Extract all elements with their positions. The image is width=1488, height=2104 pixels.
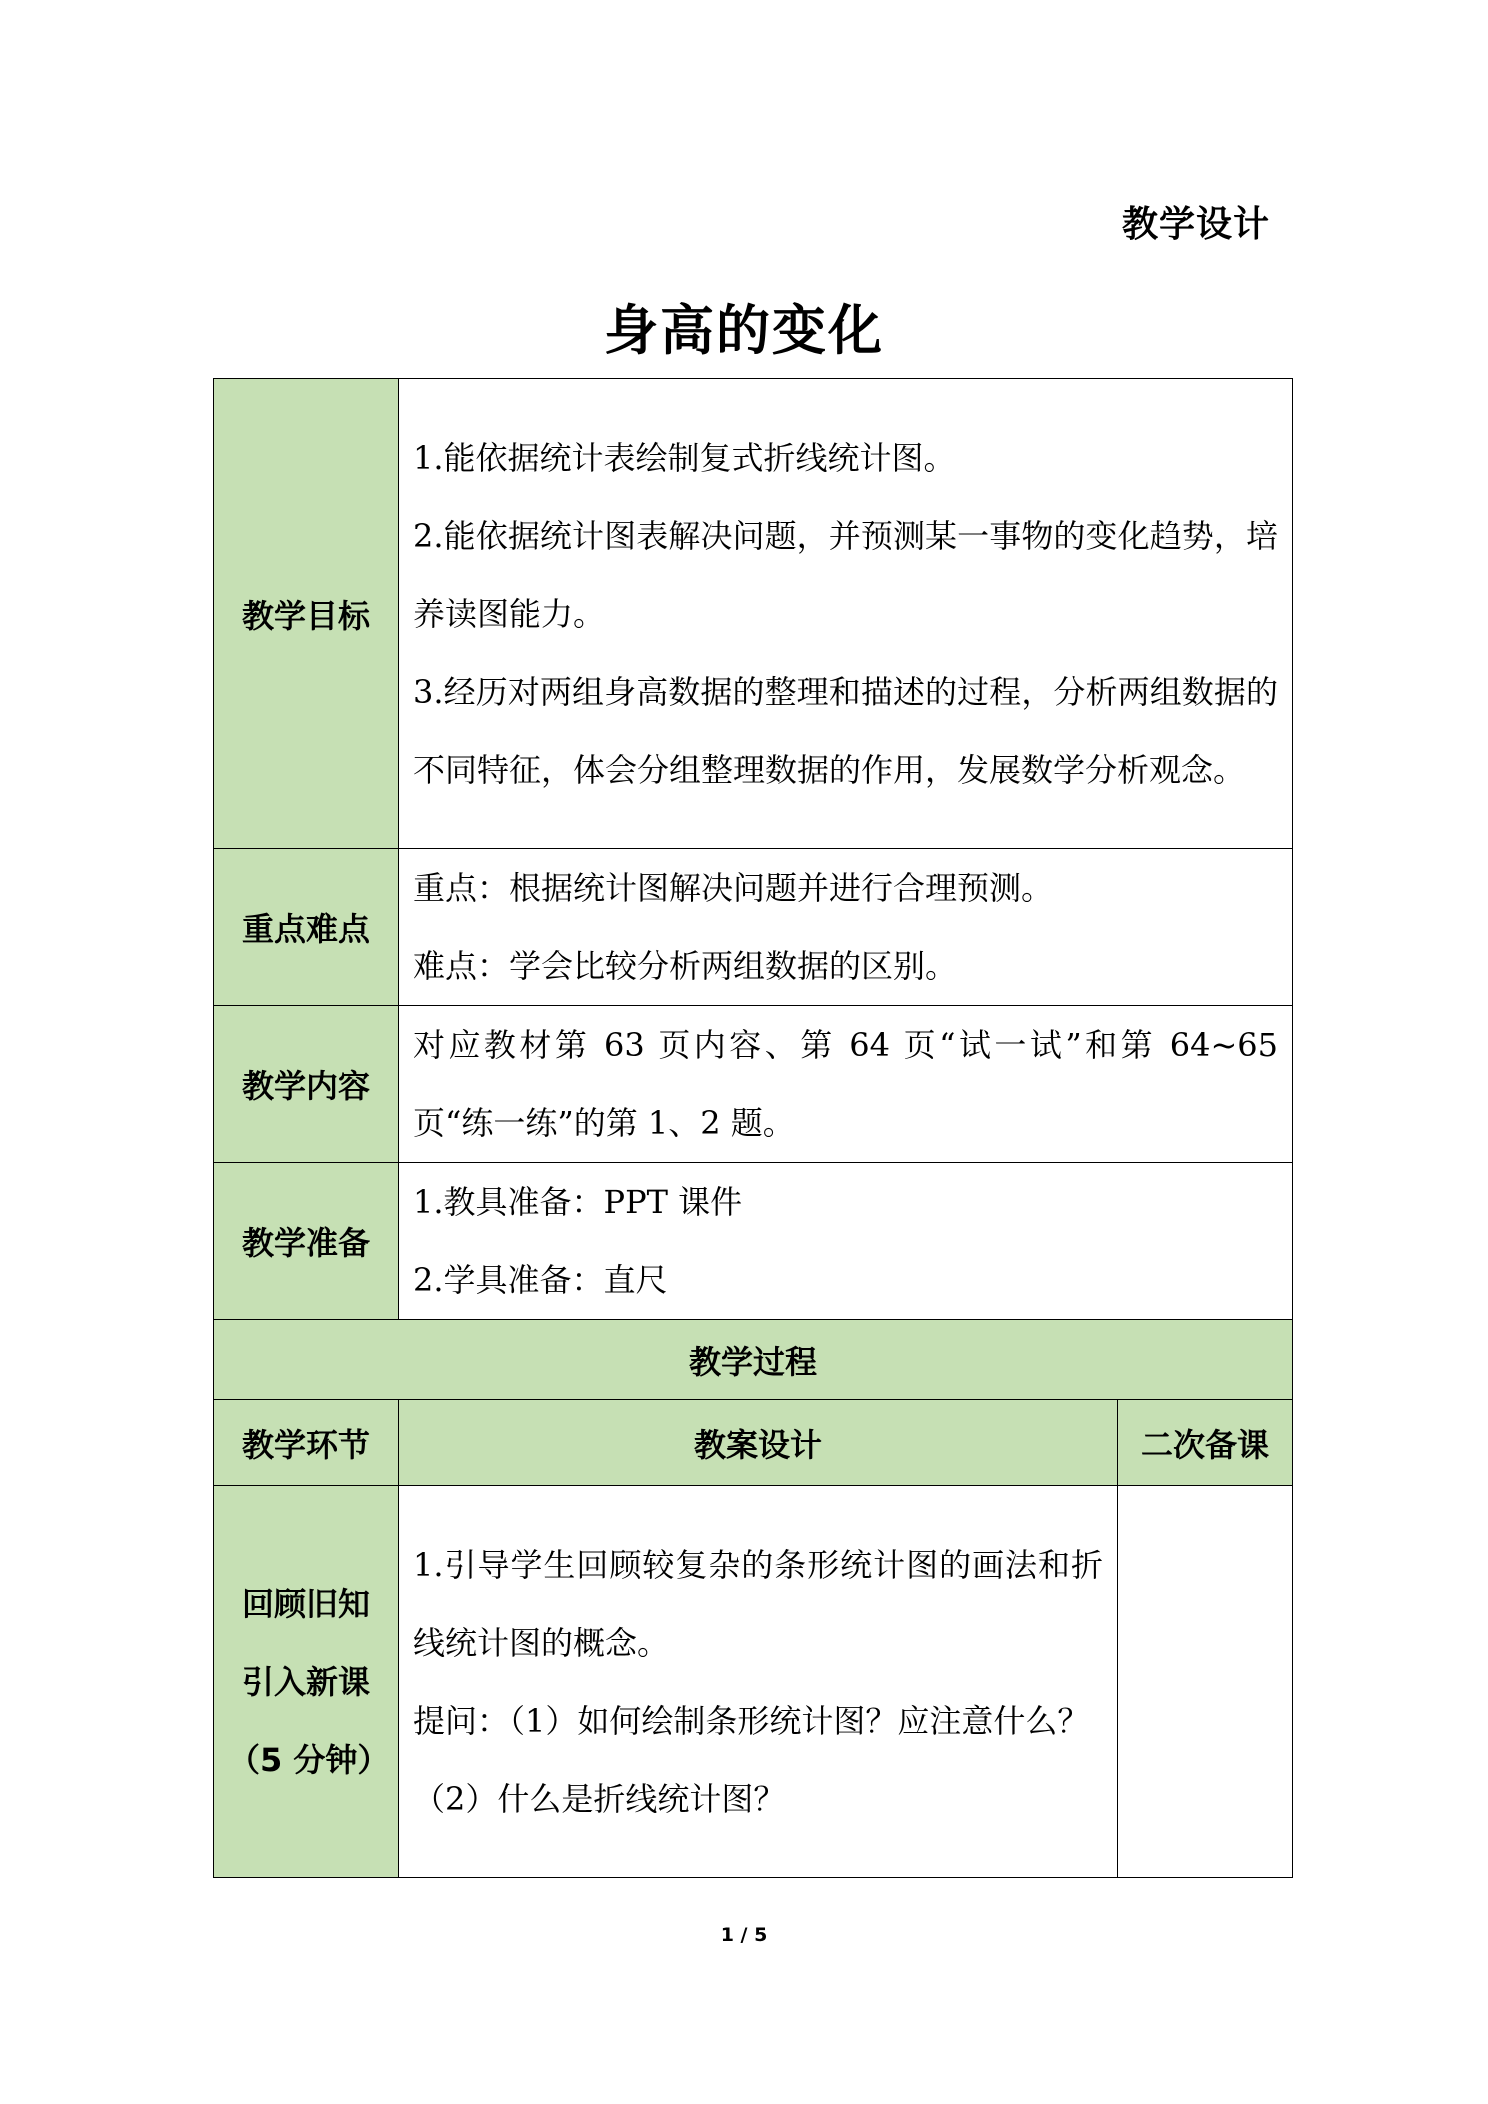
row-process-title <box>214 1320 1293 1400</box>
header-label: 教学设计 <box>1121 204 1270 245</box>
stage-1-line-1: 1.引导学生回顾较复杂的条形统计图的画法和折线统计图的概念。 <box>413 1545 1103 1662</box>
content-label: 教学内容 <box>214 1006 399 1163</box>
content-line-1: 对应教材第 63 页内容、第 64 页“试一试”和第 64~65 页“练一练”的第 1、2 题。 <box>413 1026 1279 1142</box>
goals-line-1: 1.能依据统计表绘制复式折线统计图。 <box>413 438 956 477</box>
document-title: 身高的变化 <box>604 299 884 362</box>
row-stage-1 <box>214 1486 1293 1878</box>
stage-1-label-line-1: 回顾旧知 <box>241 1584 370 1623</box>
row-content <box>214 1006 1293 1163</box>
preparation-line-2: 2.学具准备：直尺 <box>413 1261 668 1299</box>
stage-1-label <box>214 1486 399 1878</box>
key-point-line-1: 重点：根据统计图解决问题并进行合理预测。 <box>413 869 1054 907</box>
column-header-design: 教案设计 <box>399 1400 1118 1486</box>
page-number: 1 / 5 <box>720 1924 768 1946</box>
preparation-content <box>399 1163 1293 1320</box>
row-preparation <box>214 1163 1293 1320</box>
key-point-line-2: 难点：学会比较分析两组数据的区别。 <box>413 947 958 985</box>
stage-1-label-line-3: （5 分钟） <box>228 1740 390 1779</box>
column-header-stage: 教学环节 <box>214 1400 399 1486</box>
stage-1-design <box>399 1486 1118 1878</box>
stage-1-notes <box>1118 1486 1293 1878</box>
content-text <box>399 1006 1293 1163</box>
goals-content <box>399 379 1293 849</box>
preparation-label: 教学准备 <box>214 1163 399 1320</box>
goals-label: 教学目标 <box>214 379 399 849</box>
column-header-revision: 二次备课 <box>1118 1400 1293 1486</box>
row-column-headers <box>214 1400 1293 1486</box>
preparation-line-1: 1.教具准备：PPT 课件 <box>413 1183 743 1221</box>
stage-1-line-2: 提问：（1）如何绘制条形统计图？应注意什么？ <box>413 1701 1090 1740</box>
key-points-label: 重点难点 <box>214 849 399 1006</box>
goals-line-3: 3.经历对两组身高数据的整理和描述的过程，分析两组数据的不同特征，体会分组整理数据的作用，发展数学分析观念。 <box>413 672 1279 789</box>
row-goals <box>214 379 1293 849</box>
goals-line-2: 2.能依据统计图表解决问题，并预测某一事物的变化趋势，培养读图能力。 <box>413 516 1279 633</box>
process-section-title: 教学过程 <box>214 1320 1293 1400</box>
lesson-plan-table <box>213 378 1293 1878</box>
stage-1-label-line-2: 引入新课 <box>241 1662 370 1701</box>
stage-1-line-3: （2）什么是折线统计图？ <box>413 1779 786 1818</box>
key-points-content <box>399 849 1293 1006</box>
row-key-points <box>214 849 1293 1006</box>
